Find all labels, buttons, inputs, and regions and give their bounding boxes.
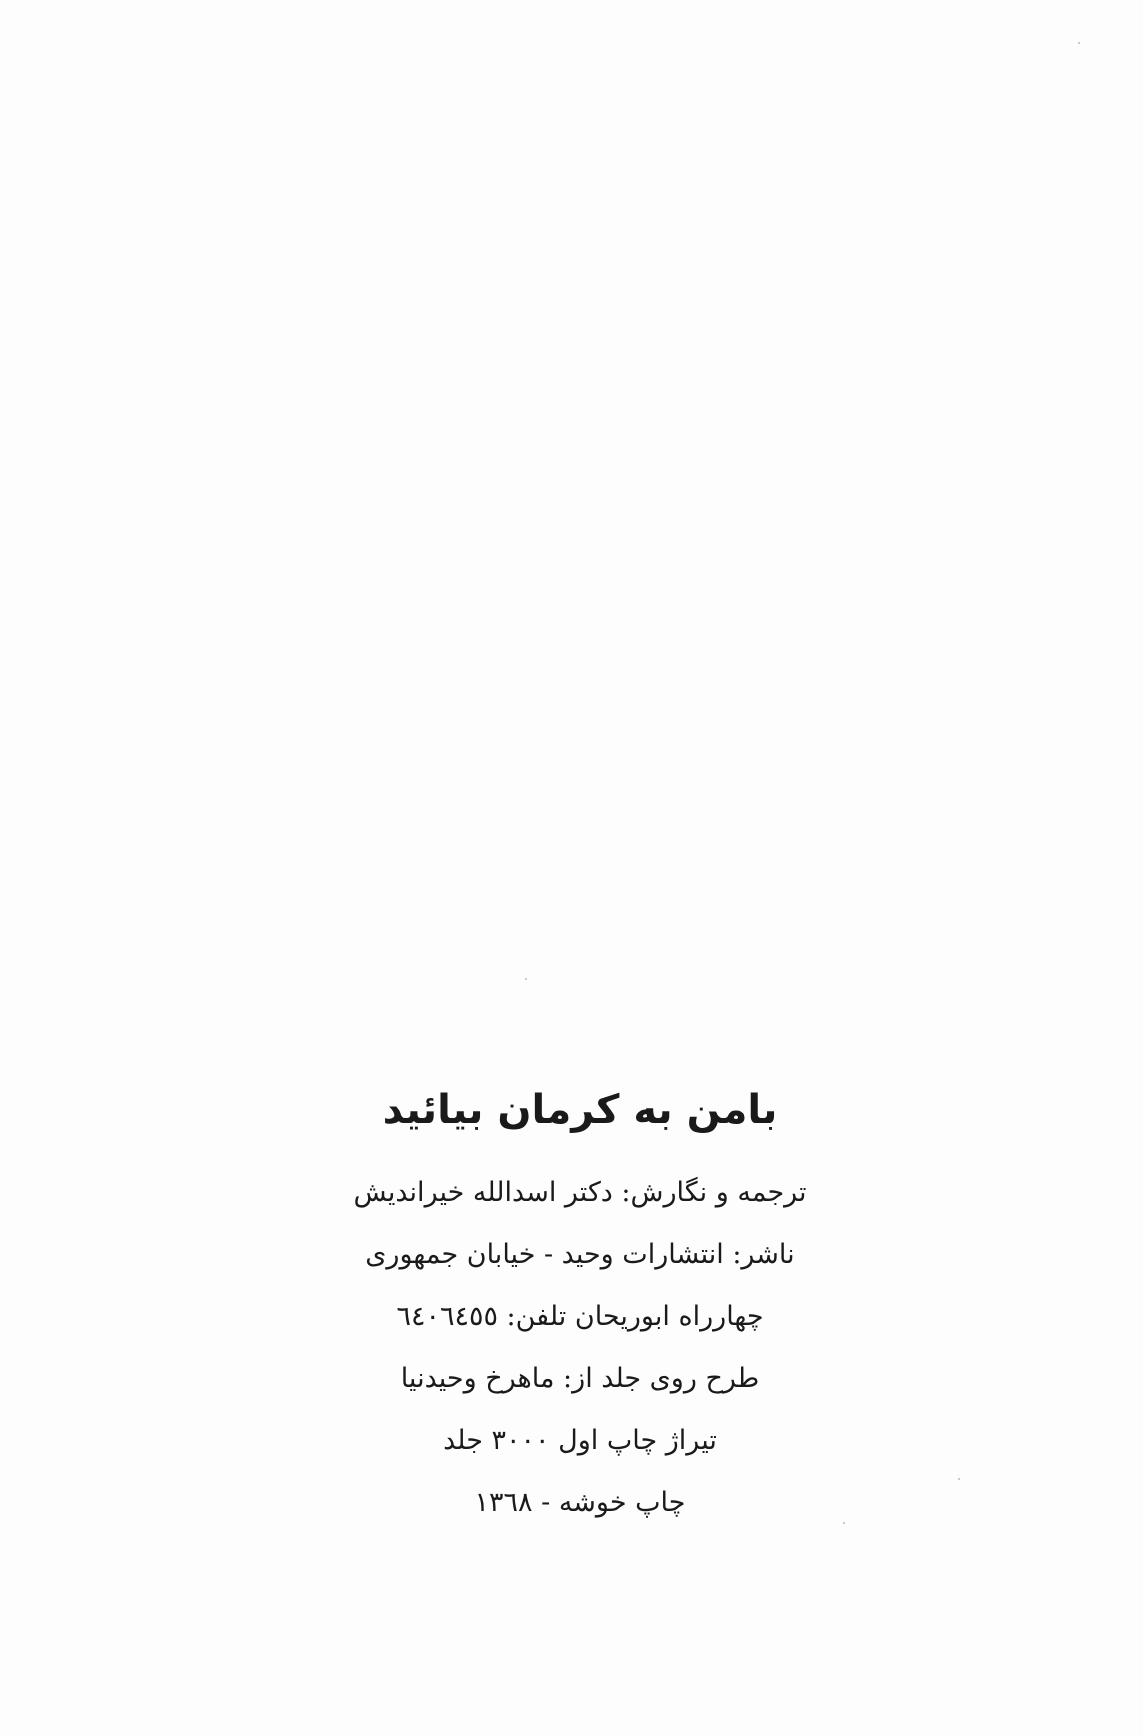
- cover-design-line: طرح روی جلد از: ماهرخ وحیدنیا: [400, 1363, 760, 1394]
- print-run-line: تیراژ چاپ اول ۳۰۰۰ جلد: [443, 1425, 717, 1456]
- colophon-block: [300, 1080, 860, 1534]
- scan-speck: [1078, 42, 1080, 44]
- scan-speck: [958, 1478, 960, 1480]
- printer-line: چاپ خوشه - ۱۳٦۸: [474, 1487, 686, 1518]
- publisher-line: ناشر: انتشارات وحید - خیابان جمهوری: [365, 1239, 795, 1270]
- translator-line: ترجمه و نگارش: دکتر اسدالله خیراندیش: [353, 1177, 807, 1208]
- scan-speck: [525, 978, 527, 980]
- book-title: بامن به کرمان بیائید: [382, 1087, 778, 1133]
- address-phone-line: چهارراه ابوریحان تلفن: ٦٤٠٦٤٥٥: [396, 1301, 764, 1332]
